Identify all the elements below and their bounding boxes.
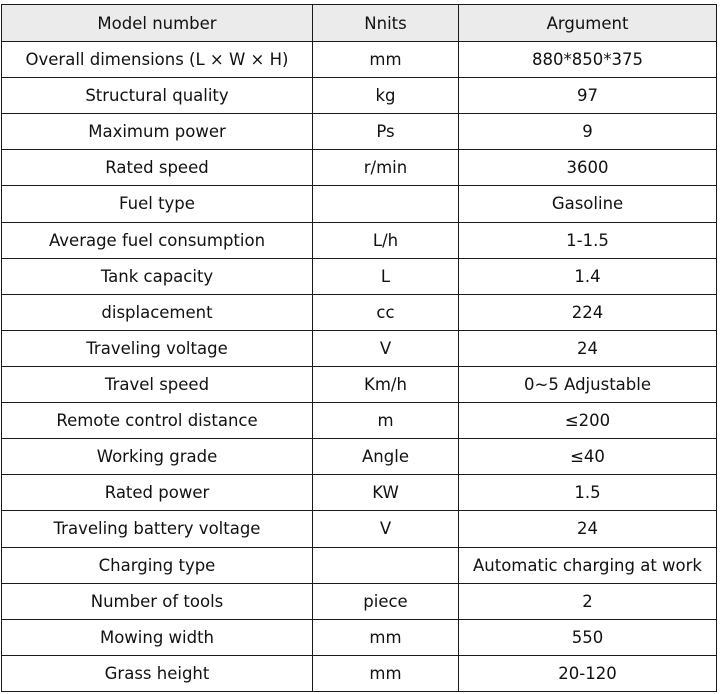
row-label: Traveling voltage — [2, 330, 313, 366]
row-label: Number of tools — [2, 583, 313, 619]
row-unit: r/min — [313, 150, 459, 186]
row-value: 1-1.5 — [459, 222, 717, 258]
header-units: Nnits — [313, 5, 459, 42]
row-value: 20-120 — [459, 655, 717, 691]
row-unit: mm — [313, 42, 459, 78]
row-value: 1.4 — [459, 258, 717, 294]
table-row — [2, 475, 717, 511]
table-row — [2, 42, 717, 78]
spec-table-header — [2, 5, 717, 42]
spec-table-body — [2, 42, 717, 692]
header-row — [2, 5, 717, 42]
row-label: Travel speed — [2, 366, 313, 402]
row-unit: m — [313, 403, 459, 439]
row-unit: Km/h — [313, 366, 459, 402]
row-value: 1.5 — [459, 475, 717, 511]
table-row — [2, 619, 717, 655]
row-label: Rated speed — [2, 150, 313, 186]
table-row — [2, 330, 717, 366]
row-unit: V — [313, 511, 459, 547]
row-unit: V — [313, 330, 459, 366]
table-row — [2, 294, 717, 330]
row-unit: mm — [313, 619, 459, 655]
row-value: Automatic charging at work — [459, 547, 717, 583]
row-label: Tank capacity — [2, 258, 313, 294]
row-label: Grass height — [2, 655, 313, 691]
row-label: Traveling battery voltage — [2, 511, 313, 547]
row-value: 24 — [459, 511, 717, 547]
row-value: 97 — [459, 78, 717, 114]
table-row — [2, 439, 717, 475]
table-row — [2, 511, 717, 547]
row-unit — [313, 186, 459, 222]
table-row — [2, 366, 717, 402]
row-unit: Angle — [313, 439, 459, 475]
row-value: ≤40 — [459, 439, 717, 475]
row-unit: Ps — [313, 114, 459, 150]
row-label: Remote control distance — [2, 403, 313, 439]
row-unit: L/h — [313, 222, 459, 258]
row-unit: L — [313, 258, 459, 294]
table-row — [2, 114, 717, 150]
row-unit: KW — [313, 475, 459, 511]
row-value: 2 — [459, 583, 717, 619]
table-row — [2, 583, 717, 619]
row-unit: mm — [313, 655, 459, 691]
table-row — [2, 547, 717, 583]
row-label: Working grade — [2, 439, 313, 475]
row-label: displacement — [2, 294, 313, 330]
table-row — [2, 222, 717, 258]
row-label: Charging type — [2, 547, 313, 583]
row-value: 550 — [459, 619, 717, 655]
table-row — [2, 403, 717, 439]
table-row — [2, 150, 717, 186]
row-value: Gasoline — [459, 186, 717, 222]
header-argument: Argument — [459, 5, 717, 42]
row-unit: kg — [313, 78, 459, 114]
table-row — [2, 655, 717, 691]
row-value: 880*850*375 — [459, 42, 717, 78]
row-value: 224 — [459, 294, 717, 330]
row-value: 24 — [459, 330, 717, 366]
row-label: Mowing width — [2, 619, 313, 655]
row-unit: cc — [313, 294, 459, 330]
spec-table — [1, 4, 717, 692]
row-label: Overall dimensions (L × W × H) — [2, 42, 313, 78]
table-row — [2, 186, 717, 222]
row-label: Average fuel consumption — [2, 222, 313, 258]
row-value: ≤200 — [459, 403, 717, 439]
row-value: 3600 — [459, 150, 717, 186]
row-label: Rated power — [2, 475, 313, 511]
table-row — [2, 258, 717, 294]
row-unit: piece — [313, 583, 459, 619]
row-label: Maximum power — [2, 114, 313, 150]
row-label: Fuel type — [2, 186, 313, 222]
row-value: 0~5 Adjustable — [459, 366, 717, 402]
row-unit — [313, 547, 459, 583]
table-row — [2, 78, 717, 114]
row-label: Structural quality — [2, 78, 313, 114]
header-model-number: Model number — [2, 5, 313, 42]
row-value: 9 — [459, 114, 717, 150]
